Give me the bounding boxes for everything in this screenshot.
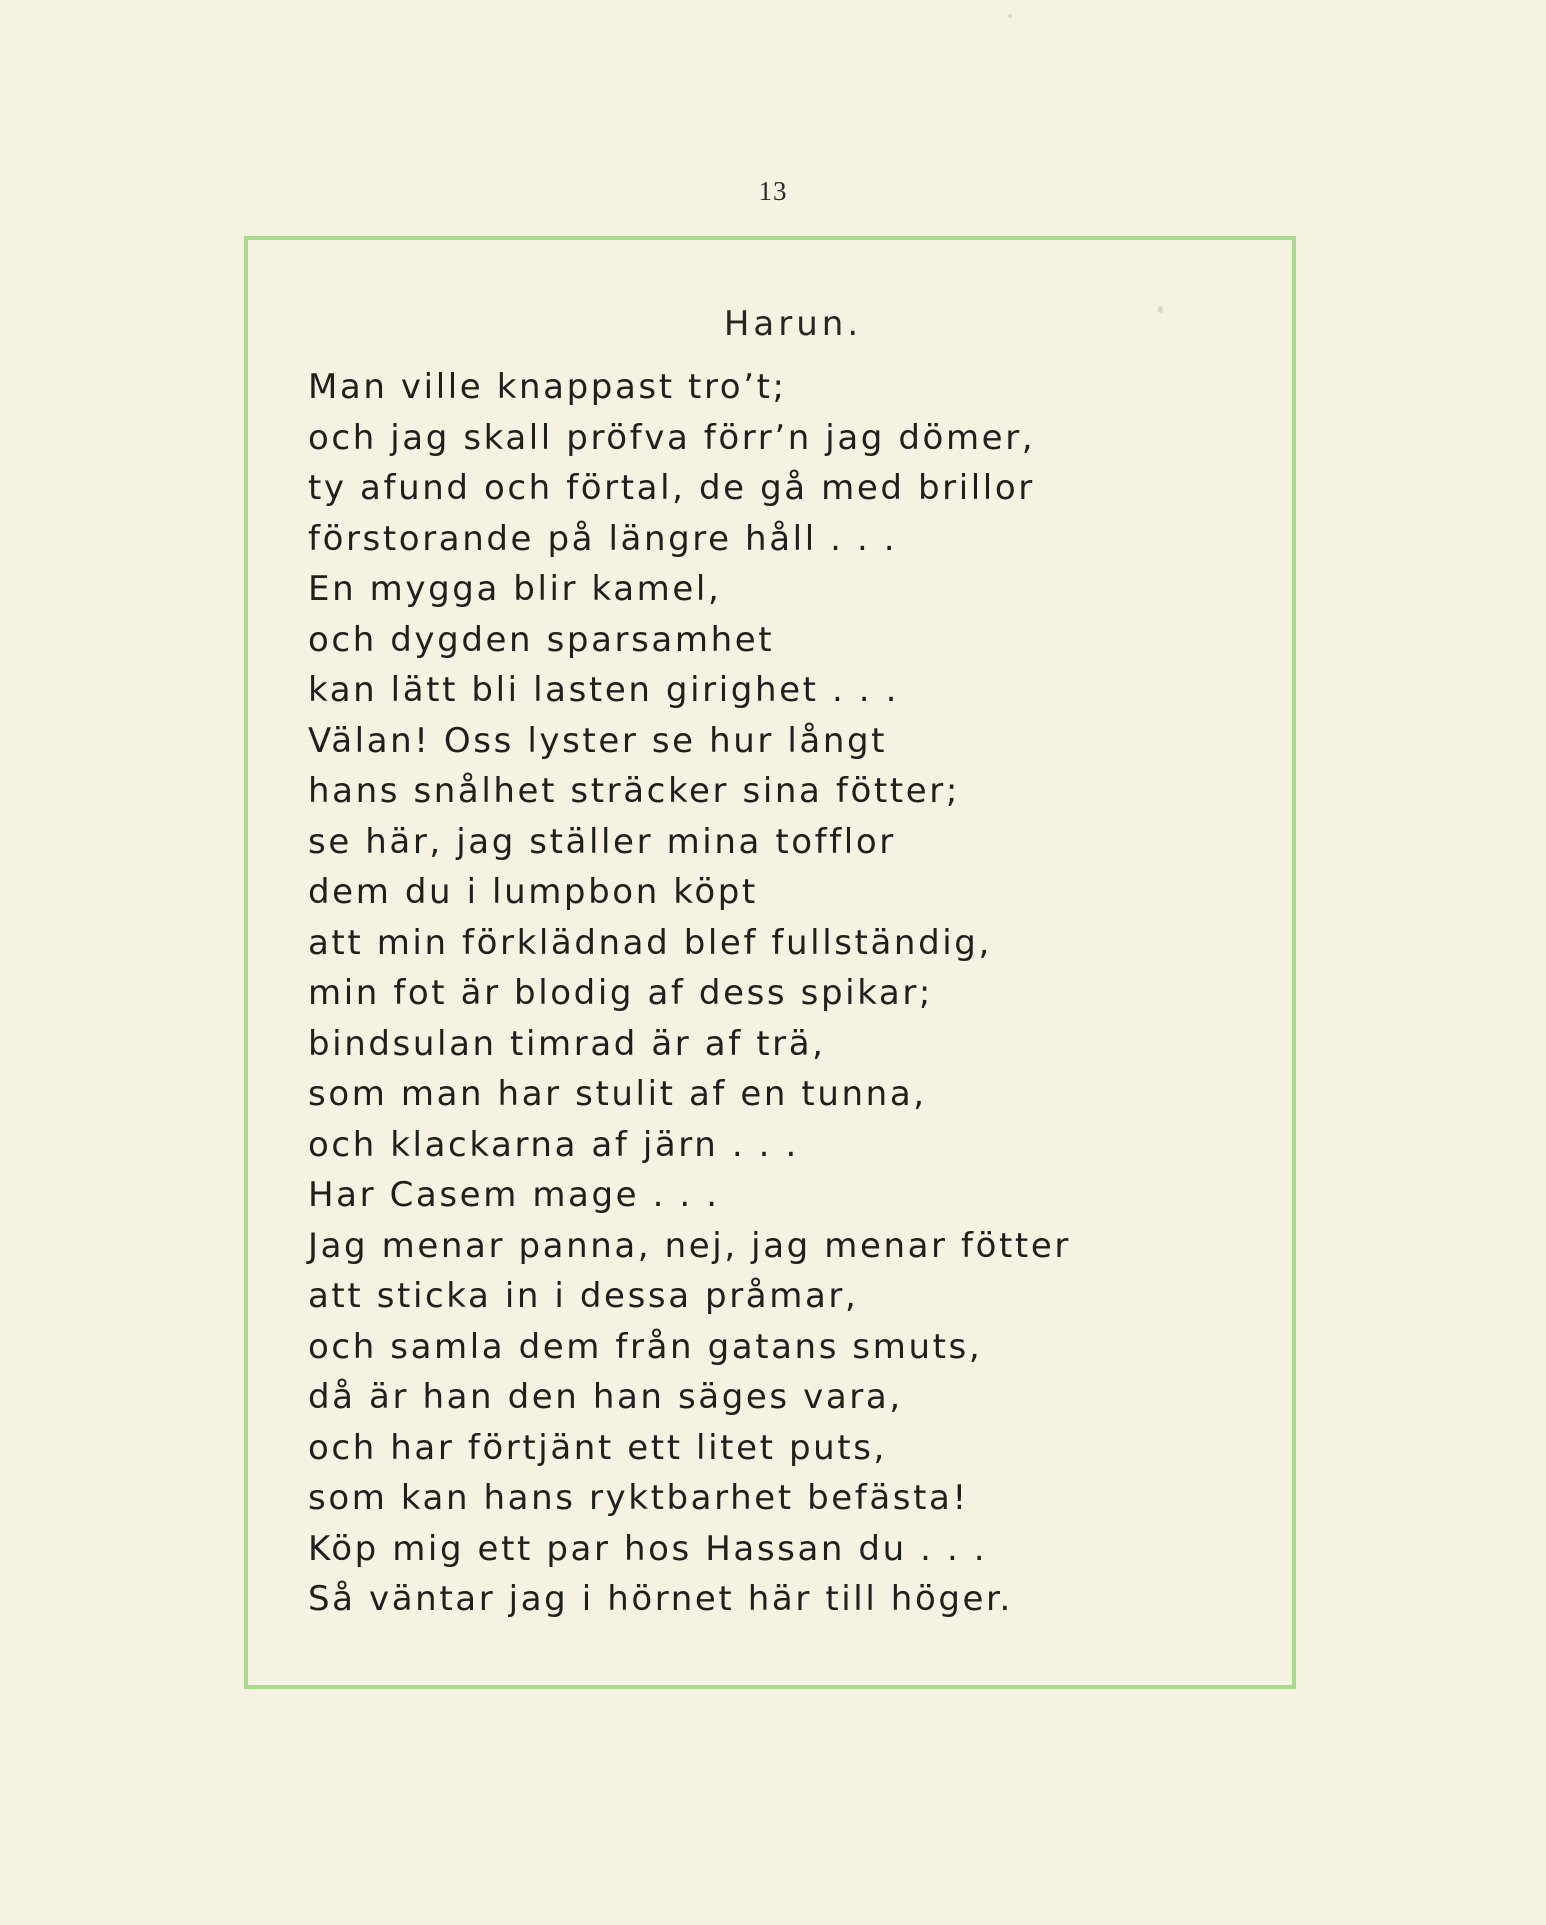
poem-line: som man har stulit af en tunna, xyxy=(308,1074,927,1114)
poem-line: då är han den han säges vara, xyxy=(308,1377,903,1417)
poem-line: Välan! Oss lyster se hur långt xyxy=(308,720,888,761)
page-number: 13 xyxy=(758,176,788,206)
poem-line: hans snålhet sträcker sina fötter; xyxy=(308,771,960,811)
paper-speck xyxy=(1008,14,1012,18)
poem-line: att sticka in i dessa pråmar, xyxy=(308,1276,859,1316)
poem-line: dem du i lumpbon köpt xyxy=(308,872,758,912)
poem-line: förstorande på längre håll . . . xyxy=(308,518,898,559)
poem-line: ty afund och förtal, de gå med brillor xyxy=(308,468,1035,508)
poem-line: och har förtjänt ett litet puts, xyxy=(308,1427,887,1468)
poem-line: och jag skall pröfva förr’n jag dömer, xyxy=(308,417,1036,458)
poem-line: se här, jag ställer mina tofflor xyxy=(308,821,896,862)
poem-line: och dygden sparsamhet xyxy=(308,619,775,660)
poem-line: och samla dem från gatans smuts, xyxy=(308,1326,983,1367)
poem-line: kan lätt bli lasten girighet . . . xyxy=(308,670,899,710)
poem-line: Jag menar panna, nej, jag menar fötter xyxy=(308,1225,1071,1266)
poem-lines xyxy=(308,362,1071,1625)
poem-line: och klackarna af järn . . . xyxy=(308,1124,799,1165)
poem-line: En mygga blir kamel, xyxy=(308,569,722,609)
poem-line: att min förklädnad blef fullständig, xyxy=(308,922,992,963)
poem-line: Så väntar jag i hörnet här till höger. xyxy=(308,1579,1013,1619)
poem-line: Man ville knappast tro’t; xyxy=(308,367,787,407)
poem-line: Har Casem mage . . . xyxy=(308,1175,720,1215)
speaker-heading: Harun. xyxy=(723,304,863,344)
poem-line: min fot är blodig af dess spikar; xyxy=(308,973,933,1013)
poem-line: Köp mig ett par hos Hassan du . . . xyxy=(308,1528,988,1569)
poem-line: bindsulan timrad är af trä, xyxy=(308,1023,826,1064)
poem-line: som kan hans ryktbarhet befästa! xyxy=(308,1478,969,1518)
